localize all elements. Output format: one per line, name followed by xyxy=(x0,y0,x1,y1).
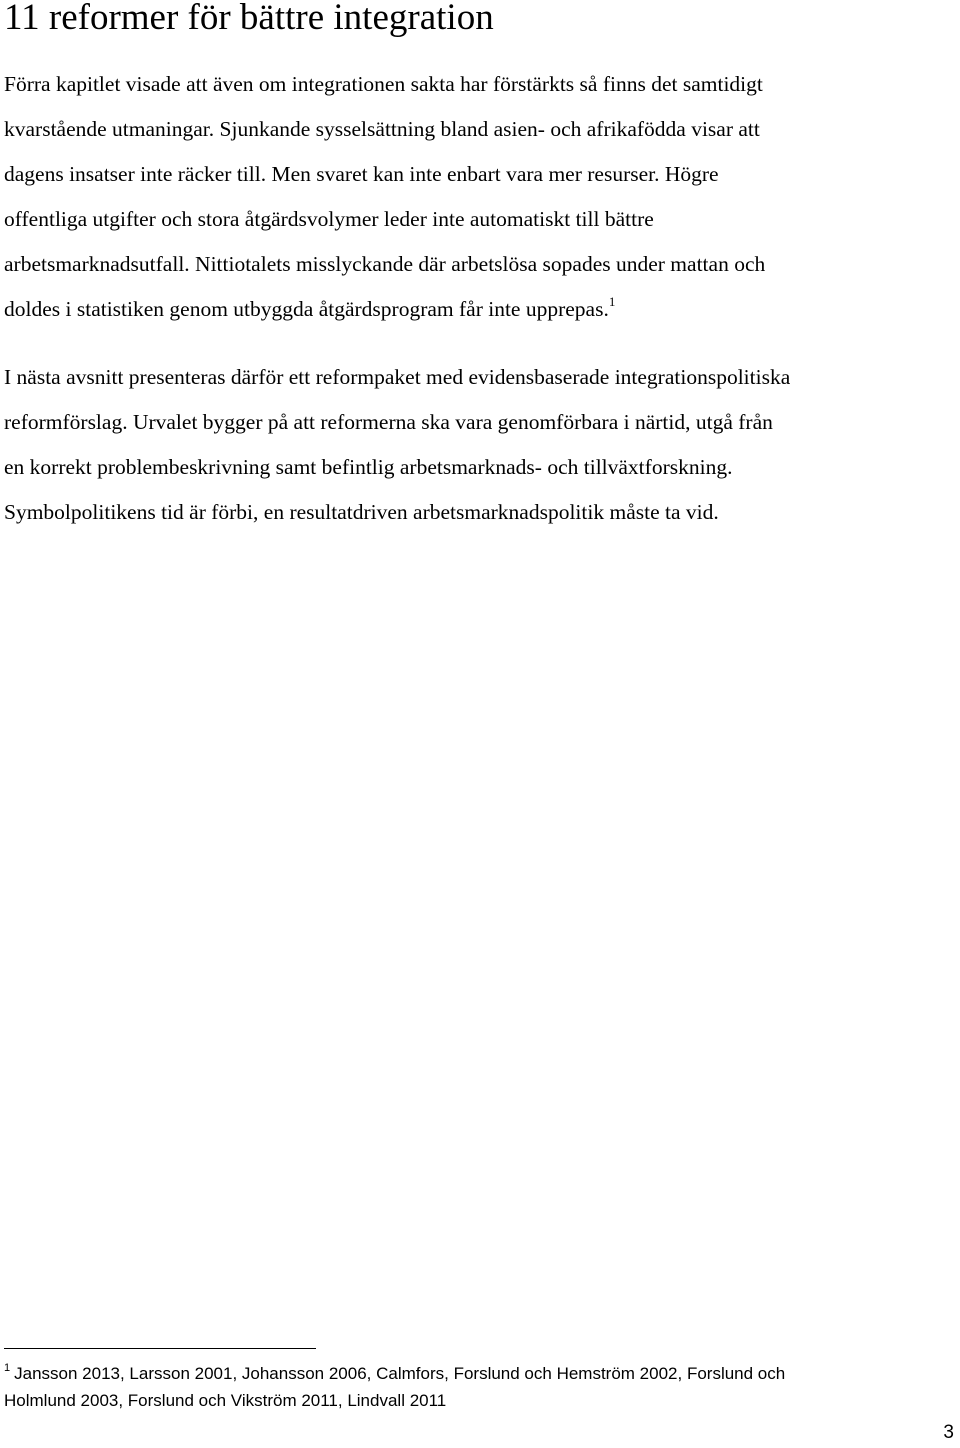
paragraph-line: dagens insatser inte räcker till. Men svaret kan inte enbart vara mer resurser. Högre xyxy=(4,162,719,186)
footnote xyxy=(4,1360,960,1414)
paragraph-line: offentliga utgifter och stora åtgärdsvolymer leder inte automatiskt till bättre xyxy=(4,207,654,231)
footnote-text: Jansson 2013, Larsson 2001, Johansson 2006, Calmfors, Forslund och Hemström 2002, Forslund och xyxy=(14,1364,786,1383)
paragraph-intro xyxy=(4,62,960,332)
paragraph-line: arbetsmarknadsutfall. Nittiotalets misslyckande där arbetslösa sopades under mattan och xyxy=(4,252,766,276)
paragraph-line: I nästa avsnitt presenteras därför ett reformpaket med evidensbaserade integrationspolitiska xyxy=(4,365,791,389)
footnote-separator xyxy=(4,1348,316,1349)
chapter-heading: 11 reformer för bättre integration xyxy=(4,0,494,38)
paragraph-line: kvarstående utmaningar. Sjunkande sysselsättning bland asien- och afrikafödda visar att xyxy=(4,117,760,141)
footnote-line: Holmlund 2003, Forslund och Vikström 2011, Lindvall 2011 xyxy=(4,1391,447,1410)
paragraph-reform-package xyxy=(4,355,960,535)
footnote-reference[interactable]: 1 xyxy=(608,294,616,309)
footnote-line xyxy=(4,1360,960,1387)
footnote-marker: 1 xyxy=(4,1362,11,1374)
paragraph-line: en korrekt problembeskrivning samt befintlig arbetsmarknads- och tillväxtforskning. xyxy=(4,455,733,479)
paragraph-line: Symbolpolitikens tid är förbi, en resultatdriven arbetsmarknadspolitik måste ta vid. xyxy=(4,500,719,524)
paragraph-line: Förra kapitlet visade att även om integrationen sakta har förstärkts så finns det samtidigt xyxy=(4,72,763,96)
paragraph-line-last xyxy=(4,287,960,332)
paragraph-line: reformförslag. Urvalet bygger på att reformerna ska vara genomförbara i närtid, utgå från xyxy=(4,410,773,434)
paragraph-line-text: doldes i statistiken genom utbyggda åtgärdsprogram får inte upprepas. xyxy=(4,297,609,321)
page-number: 3 xyxy=(943,1422,954,1443)
